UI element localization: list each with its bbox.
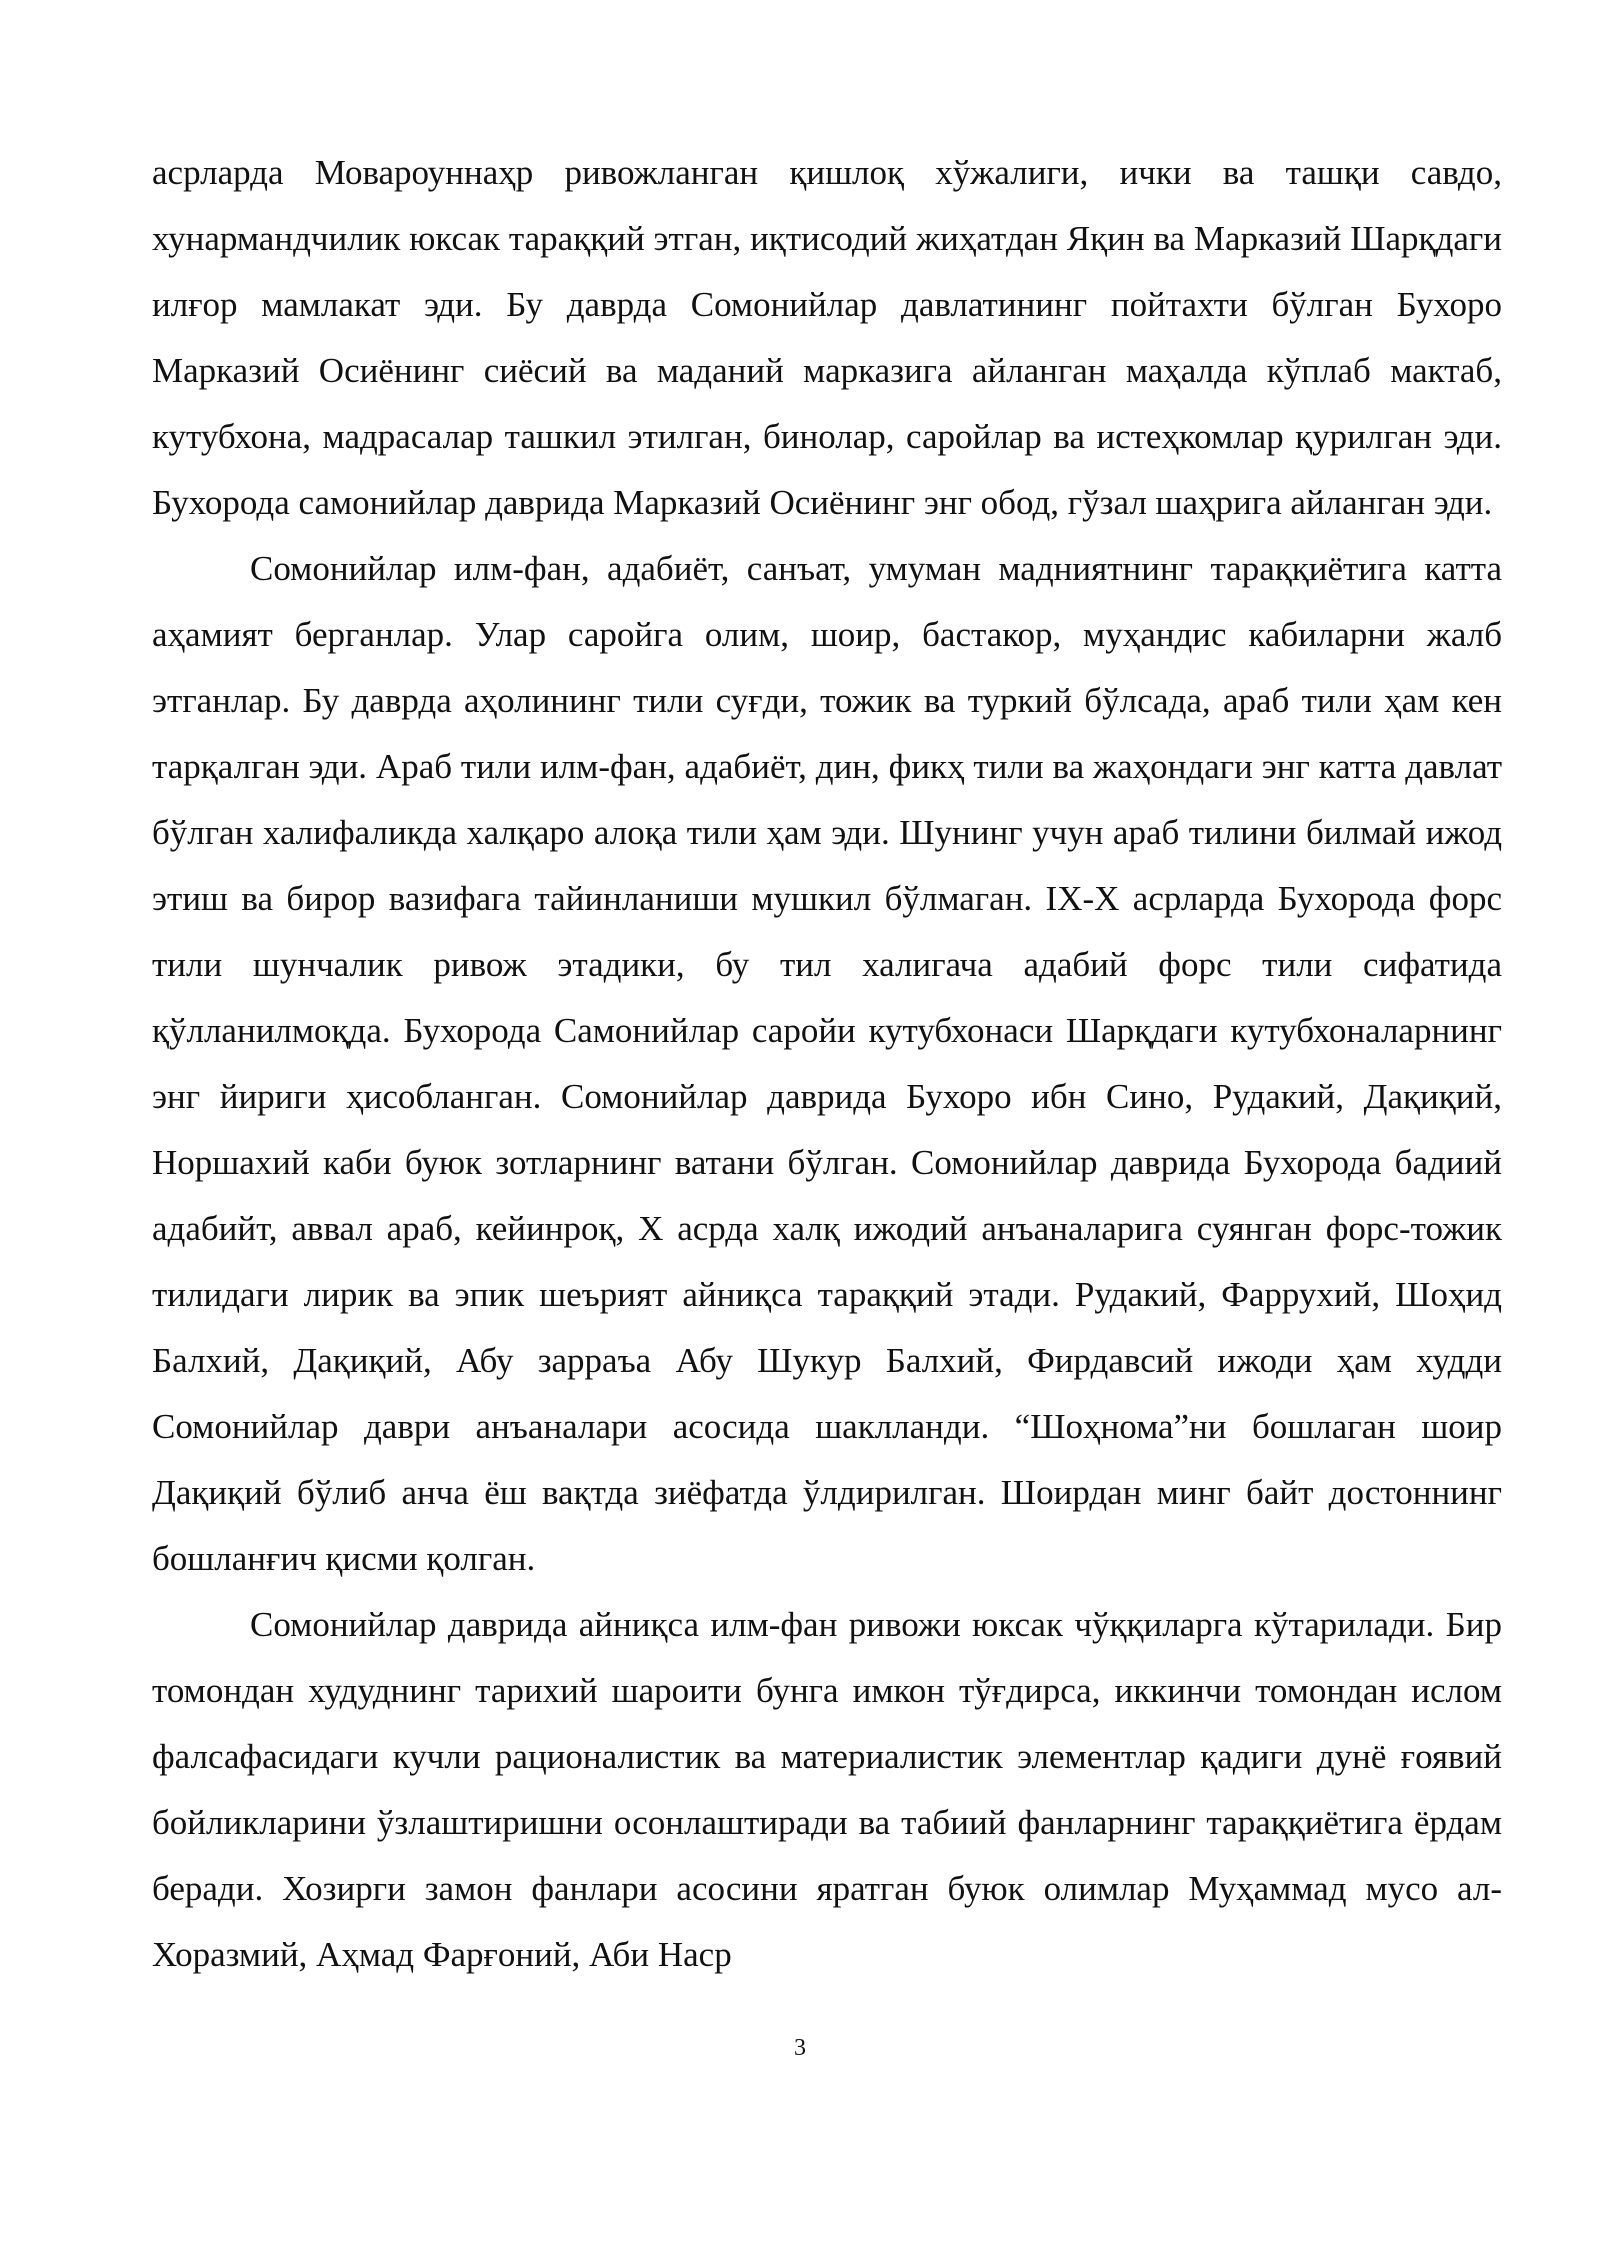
paragraph-2: Сомонийлар илм-фан, адабиёт, санъат, умуман мадниятнинг тараққиётига катта аҳамият берганлар. Улар саройга олим, шоир, бастакор, муҳандис кабиларни жалб этганлар. Бу даврда аҳолининг тили суғди, тожик ва туркий бўлсада, араб тили ҳам кен тарқалган эди. Араб тили илм-фан, адабиёт, дин, фикҳ тили ва жаҳондаги энг катта давлат бўлган халифаликда халқаро алоқа тили ҳам эди. Шунинг учун араб тилини билмай ижод этиш ва бирор вазифага тайинланиши мушкил бўлмаган. IX-X асрларда Бухорода форс тили шунчалик ривож этадики, бу тил халигача адабий форс тили сифатида қўлланилмоқда. Бухорода Самонийлар саройи кутубхонаси Шарқдаги кутубхоналарнинг энг йириги ҳисобланган. Сомонийлар даврида Бухоро ибн Сино, Рудакий, Дақиқий, Норшахий каби буюк зотларнинг ватани бўлган. Сомонийлар даврида Бухорода бадиий адабийт, аввал араб, кейинроқ, X асрда халқ ижодий анъаналарига суянган форс-тожик тилидаги лирик ва эпик шеърият айниқса тараққий этади. Рудакий, Фаррухий, Шоҳид Балхий, Дақиқий, Абу зарраъа Абу Шукур Балхий, Фирдавсий ижоди ҳам худди Сомонийлар даври анъаналари асосида шаклланди. “Шоҳнома”ни бошлаган шоир Дақиқий бўлиб анча ёш вақтда зиёфатда ўлдирилган. Шоирдан минг байт достоннинг бошланғич қисми қолган. — [152, 549, 1502, 1578]
body-text — [152, 140, 1502, 1988]
paragraph-3: Сомонийлар даврида айниқса илм-фан ривожи юксак чўққиларга кўтарилади. Бир томондан худуднинг тарихий шароити бунга имкон тўғдирса, иккинчи томондан ислом фалсафасидаги кучли рационалистик ва материалистик элементлар қадиги дунё ғоявий бойликларини ўзлаштиришни осонлаштиради ва табиий фанларнинг тараққиётига ёрдам беради. Хозирги замон фанлари асосини яратган буюк олимлар Муҳаммад мусо ал-Хоразмий, Аҳмад Фарғоний, Аби Наср — [152, 1605, 1502, 1974]
page-number: 3 — [794, 2035, 806, 2061]
paragraph-1: асрларда Мовароуннаҳр ривожланган қишлоқ хўжалиги, ички ва ташқи савдо, хунармандчилик юксак тараққий этган, иқтисодий жиҳатдан Яқин ва Марказий Шарқдаги илғор мамлакат эди. Бу даврда Сомонийлар давлатининг пойтахти бўлган Бухоро Марказий Осиёнинг сиёсий ва маданий марказига айланган маҳалда кўплаб мактаб, кутубхона, мадрасалар ташкил этилган, бинолар, саройлар ва истеҳкомлар қурилган эди. Бухорода самонийлар даврида Марказий Осиёнинг энг обод, гўзал шаҳрига айланган эди. — [152, 153, 1502, 522]
